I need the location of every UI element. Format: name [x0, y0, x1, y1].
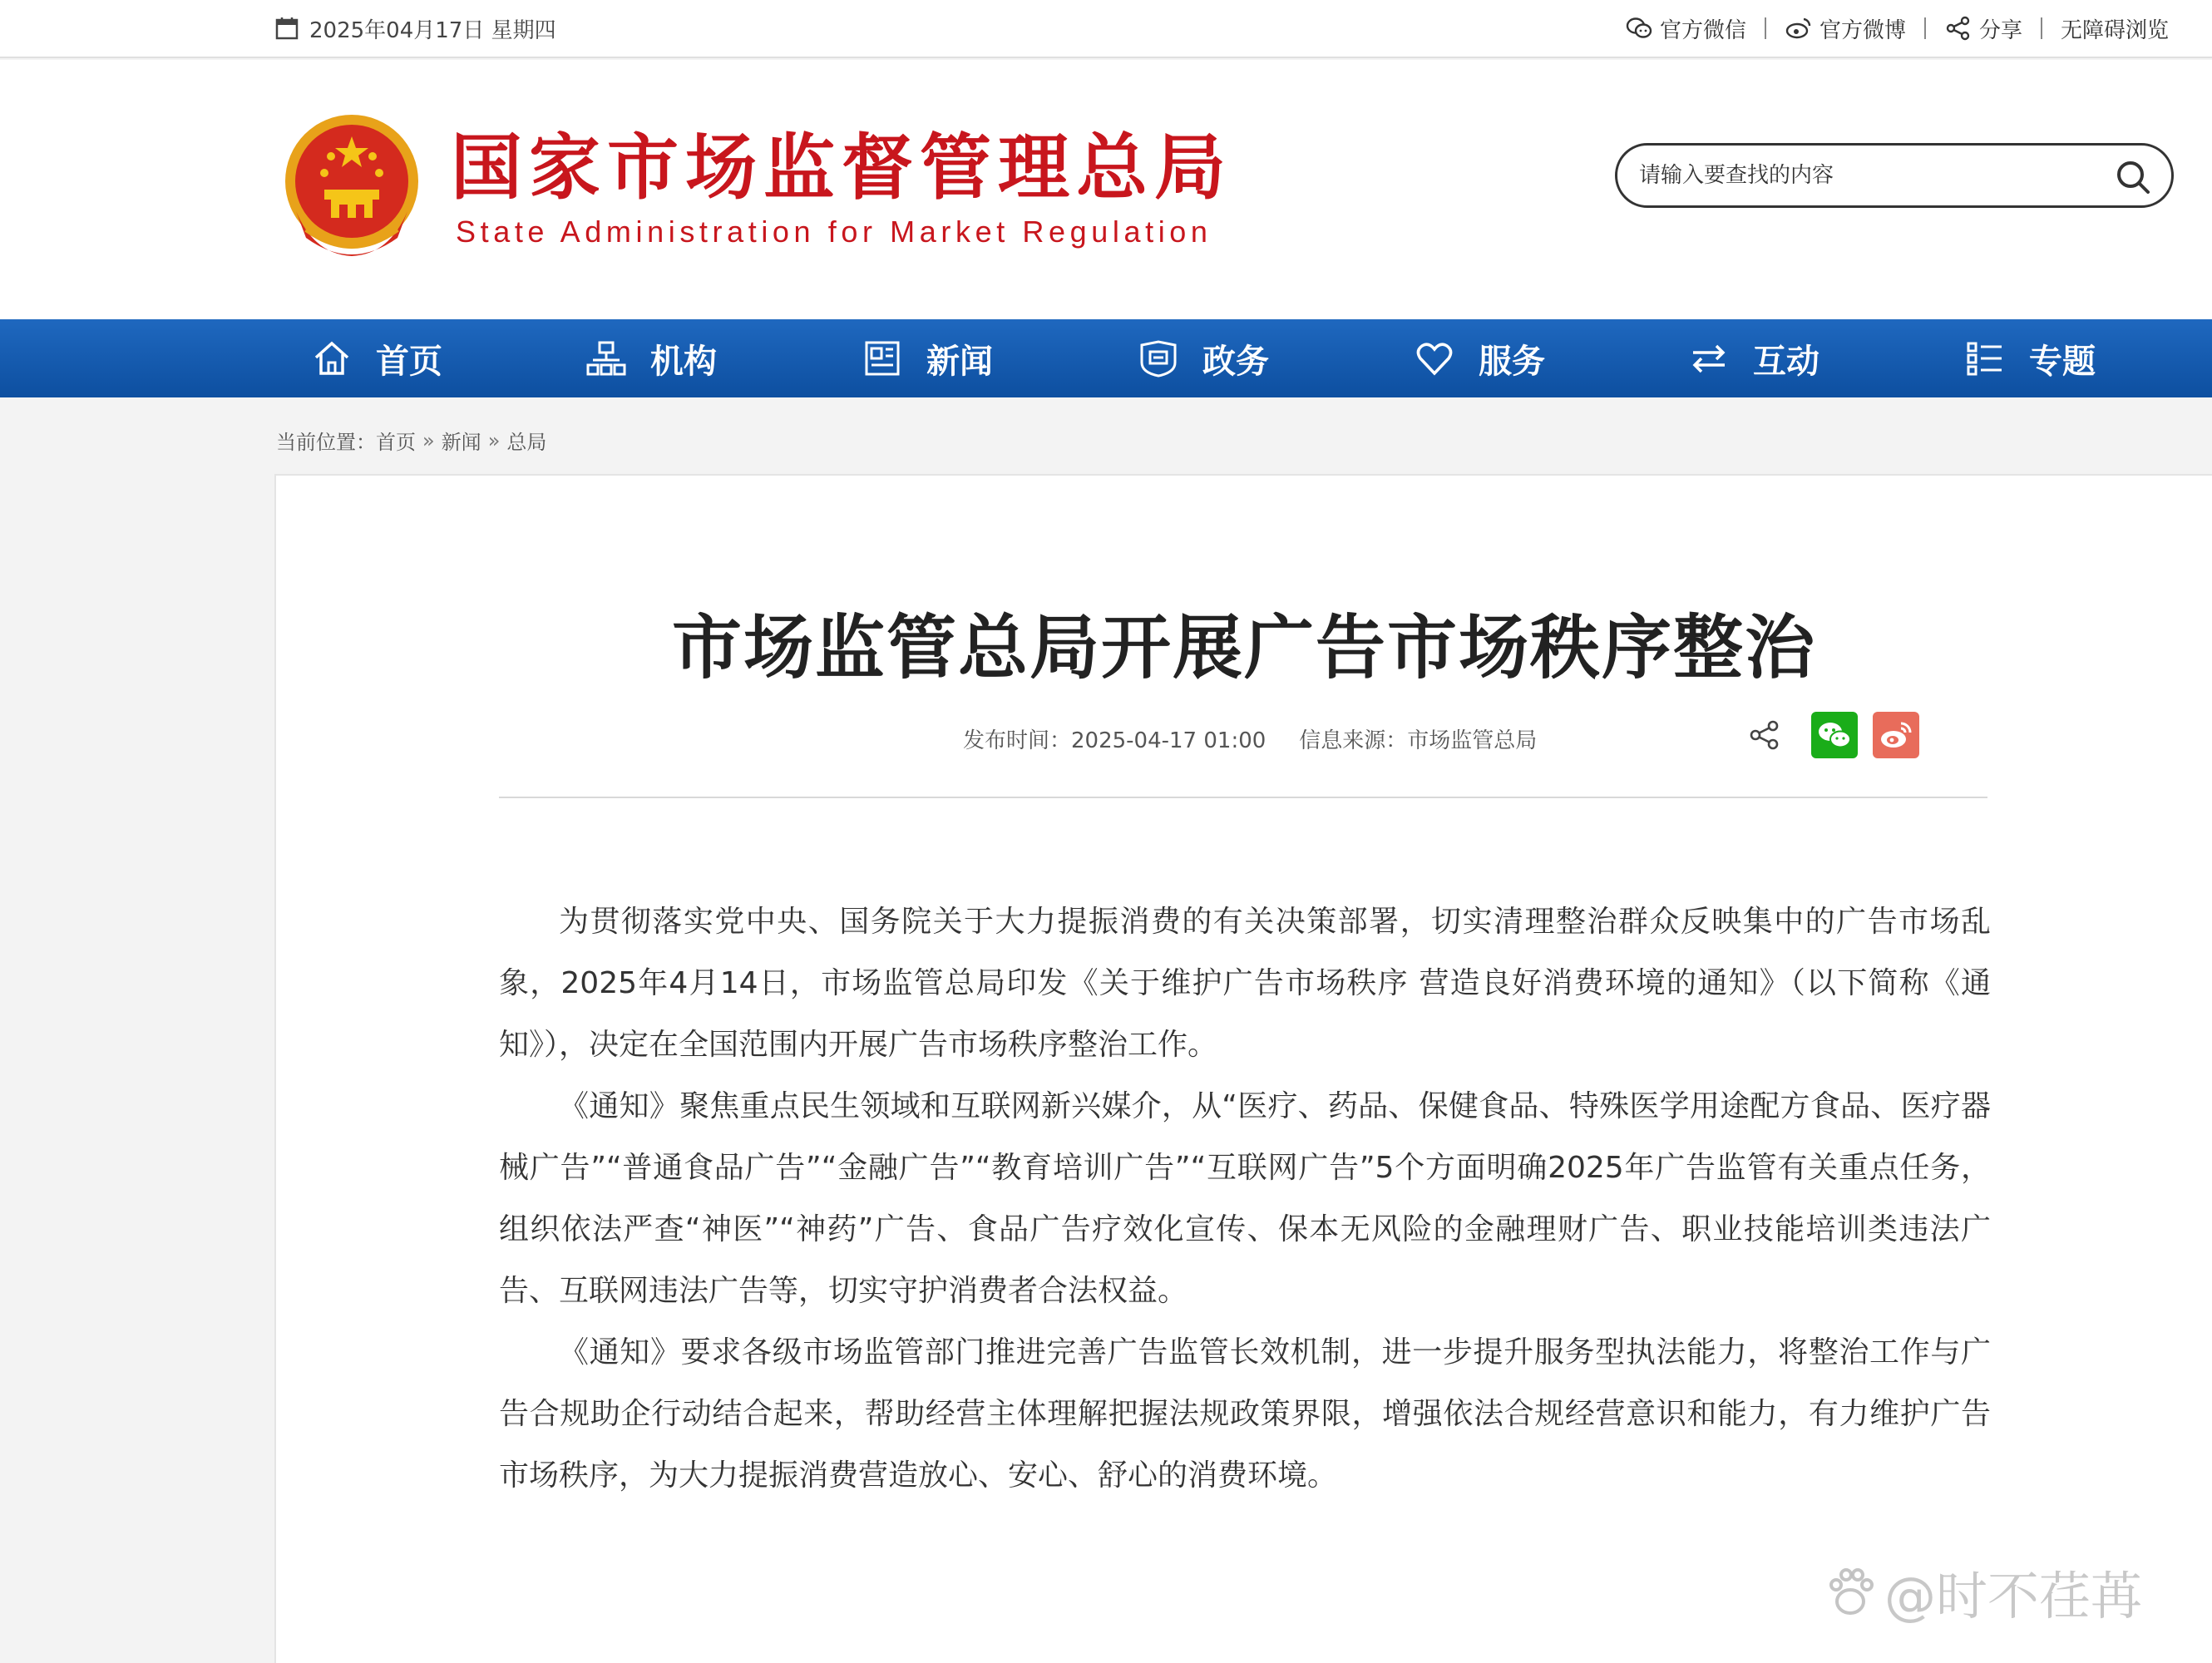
nav-label-service: 服务 [1479, 342, 1545, 381]
title-divider [499, 797, 1987, 798]
article-card [274, 474, 2212, 1663]
site-title[interactable]: 国家市场监督管理总局 [451, 126, 1232, 210]
service-icon [1414, 338, 1455, 379]
breadcrumb-separator: » [422, 428, 435, 452]
nav-item-org[interactable] [585, 319, 717, 397]
article-source: 信息来源：市场监管总局 [1299, 728, 1538, 753]
date-text: 2025年04月17日 星期四 [309, 17, 556, 43]
nav-label-news: 新闻 [926, 342, 993, 381]
share-weibo-button[interactable] [1873, 712, 1919, 758]
share-wechat-button[interactable] [1811, 712, 1858, 758]
weibo-icon [1785, 14, 1813, 42]
wechat-icon [1816, 718, 1853, 752]
article-meta [963, 723, 1537, 754]
top-links [1607, 12, 2187, 45]
nav-item-home[interactable] [311, 319, 442, 397]
breadcrumb-current[interactable]: 总局 [506, 431, 547, 454]
breadcrumb [276, 426, 546, 455]
nav-item-gov[interactable] [1138, 319, 1269, 397]
baidu-paw-icon [1821, 1563, 1879, 1621]
top-utility-bar [0, 0, 2212, 58]
site-subtitle: State Administration for Market Regulation [456, 215, 1212, 249]
national-emblem-icon[interactable] [281, 113, 422, 267]
gov-icon [1138, 338, 1179, 379]
org-icon [585, 338, 627, 379]
official-weibo-label: 官方微博 [1819, 17, 1906, 43]
nav-label-home: 首页 [376, 342, 442, 381]
topic-icon [1964, 338, 2006, 379]
watermark-text: @时不荏苒 [1884, 1566, 2143, 1626]
article-paragraph: 《通知》聚焦重点民生领域和互联网新兴媒介，从“医疗、药品、保健食品、特殊医学用途配方食品、医疗器械广告”“普通食品广告”“金融广告”“教育培训广告”“互联网广告”5个方面明确2025年广告监管有关重点任务，组织依法严查“神医”“神药”广告、食品广告疗效化宣传、保本无风险的金融理财广告、职业技能培训类违法广告、互联网违法广告等，切实守护消费者合法权益。 [499, 1089, 1991, 1308]
official-weibo-link[interactable] [1766, 13, 1924, 44]
breadcrumb-prefix: 当前位置： [276, 431, 376, 454]
share-link[interactable] [1926, 13, 2041, 44]
article-paragraph: 《通知》要求各级市场监管部门推进完善广告监管长效机制，进一步提升服务型执法能力，将整治工作与广告合规助企行动结合起来，帮助经营主体理解把握法规政策界限，增强依法合规经营意识和能力，有力维护广告市场秩序，为大力提振消费营造放心、安心、舒心的消费环境。 [499, 1335, 1991, 1493]
search-icon[interactable] [2113, 157, 2153, 197]
search-input[interactable] [1639, 157, 2105, 194]
official-wechat-link[interactable] [1607, 13, 1765, 44]
nav-item-service[interactable] [1414, 319, 1545, 397]
share-icon[interactable] [1748, 718, 1781, 752]
current-date [274, 13, 556, 43]
share-bar [1748, 712, 1919, 758]
share-icon [1944, 14, 1973, 42]
nav-item-interact[interactable] [1688, 319, 1819, 397]
news-icon [862, 338, 903, 379]
publish-time: 发布时间：2025-04-17 01:00 [963, 728, 1266, 753]
article-paragraph: 为贯彻落实党中央、国务院关于大力提振消费的有关决策部署，切实清理整治群众反映集中的广告市场乱象，2025年4月14日，市场监管总局印发《关于维护广告市场秩序 营造良好消费环境的通知》（以下简称《通知》），决定在全国范围内开展广告市场秩序整治工作。 [499, 905, 1991, 1062]
interact-icon [1688, 338, 1730, 379]
main-nav [0, 319, 2212, 397]
nav-label-topic: 专题 [2029, 342, 2096, 381]
article-title: 市场监管总局开展广告市场秩序整治 [671, 607, 1816, 688]
watermark [1821, 1555, 2142, 1629]
official-wechat-label: 官方微信 [1659, 17, 1746, 43]
nav-label-org: 机构 [650, 342, 717, 381]
nav-item-topic[interactable] [1964, 319, 2096, 397]
home-icon [311, 338, 353, 379]
nav-label-gov: 政务 [1202, 342, 1269, 381]
breadcrumb-separator: » [487, 428, 501, 452]
nav-item-news[interactable] [862, 319, 993, 397]
accessibility-link[interactable] [2042, 13, 2187, 44]
search-box [1615, 143, 2174, 208]
wechat-icon [1625, 14, 1653, 42]
weibo-icon [1878, 718, 1914, 752]
calendar-icon [274, 16, 299, 41]
accessibility-label: 无障碍浏览 [2060, 17, 2169, 43]
article-body [499, 891, 1991, 1507]
site-header [0, 60, 2212, 319]
breadcrumb-news[interactable]: 新闻 [441, 431, 481, 454]
share-label: 分享 [1978, 17, 2022, 43]
nav-label-interact: 互动 [1753, 342, 1819, 381]
breadcrumb-home[interactable]: 首页 [376, 431, 416, 454]
